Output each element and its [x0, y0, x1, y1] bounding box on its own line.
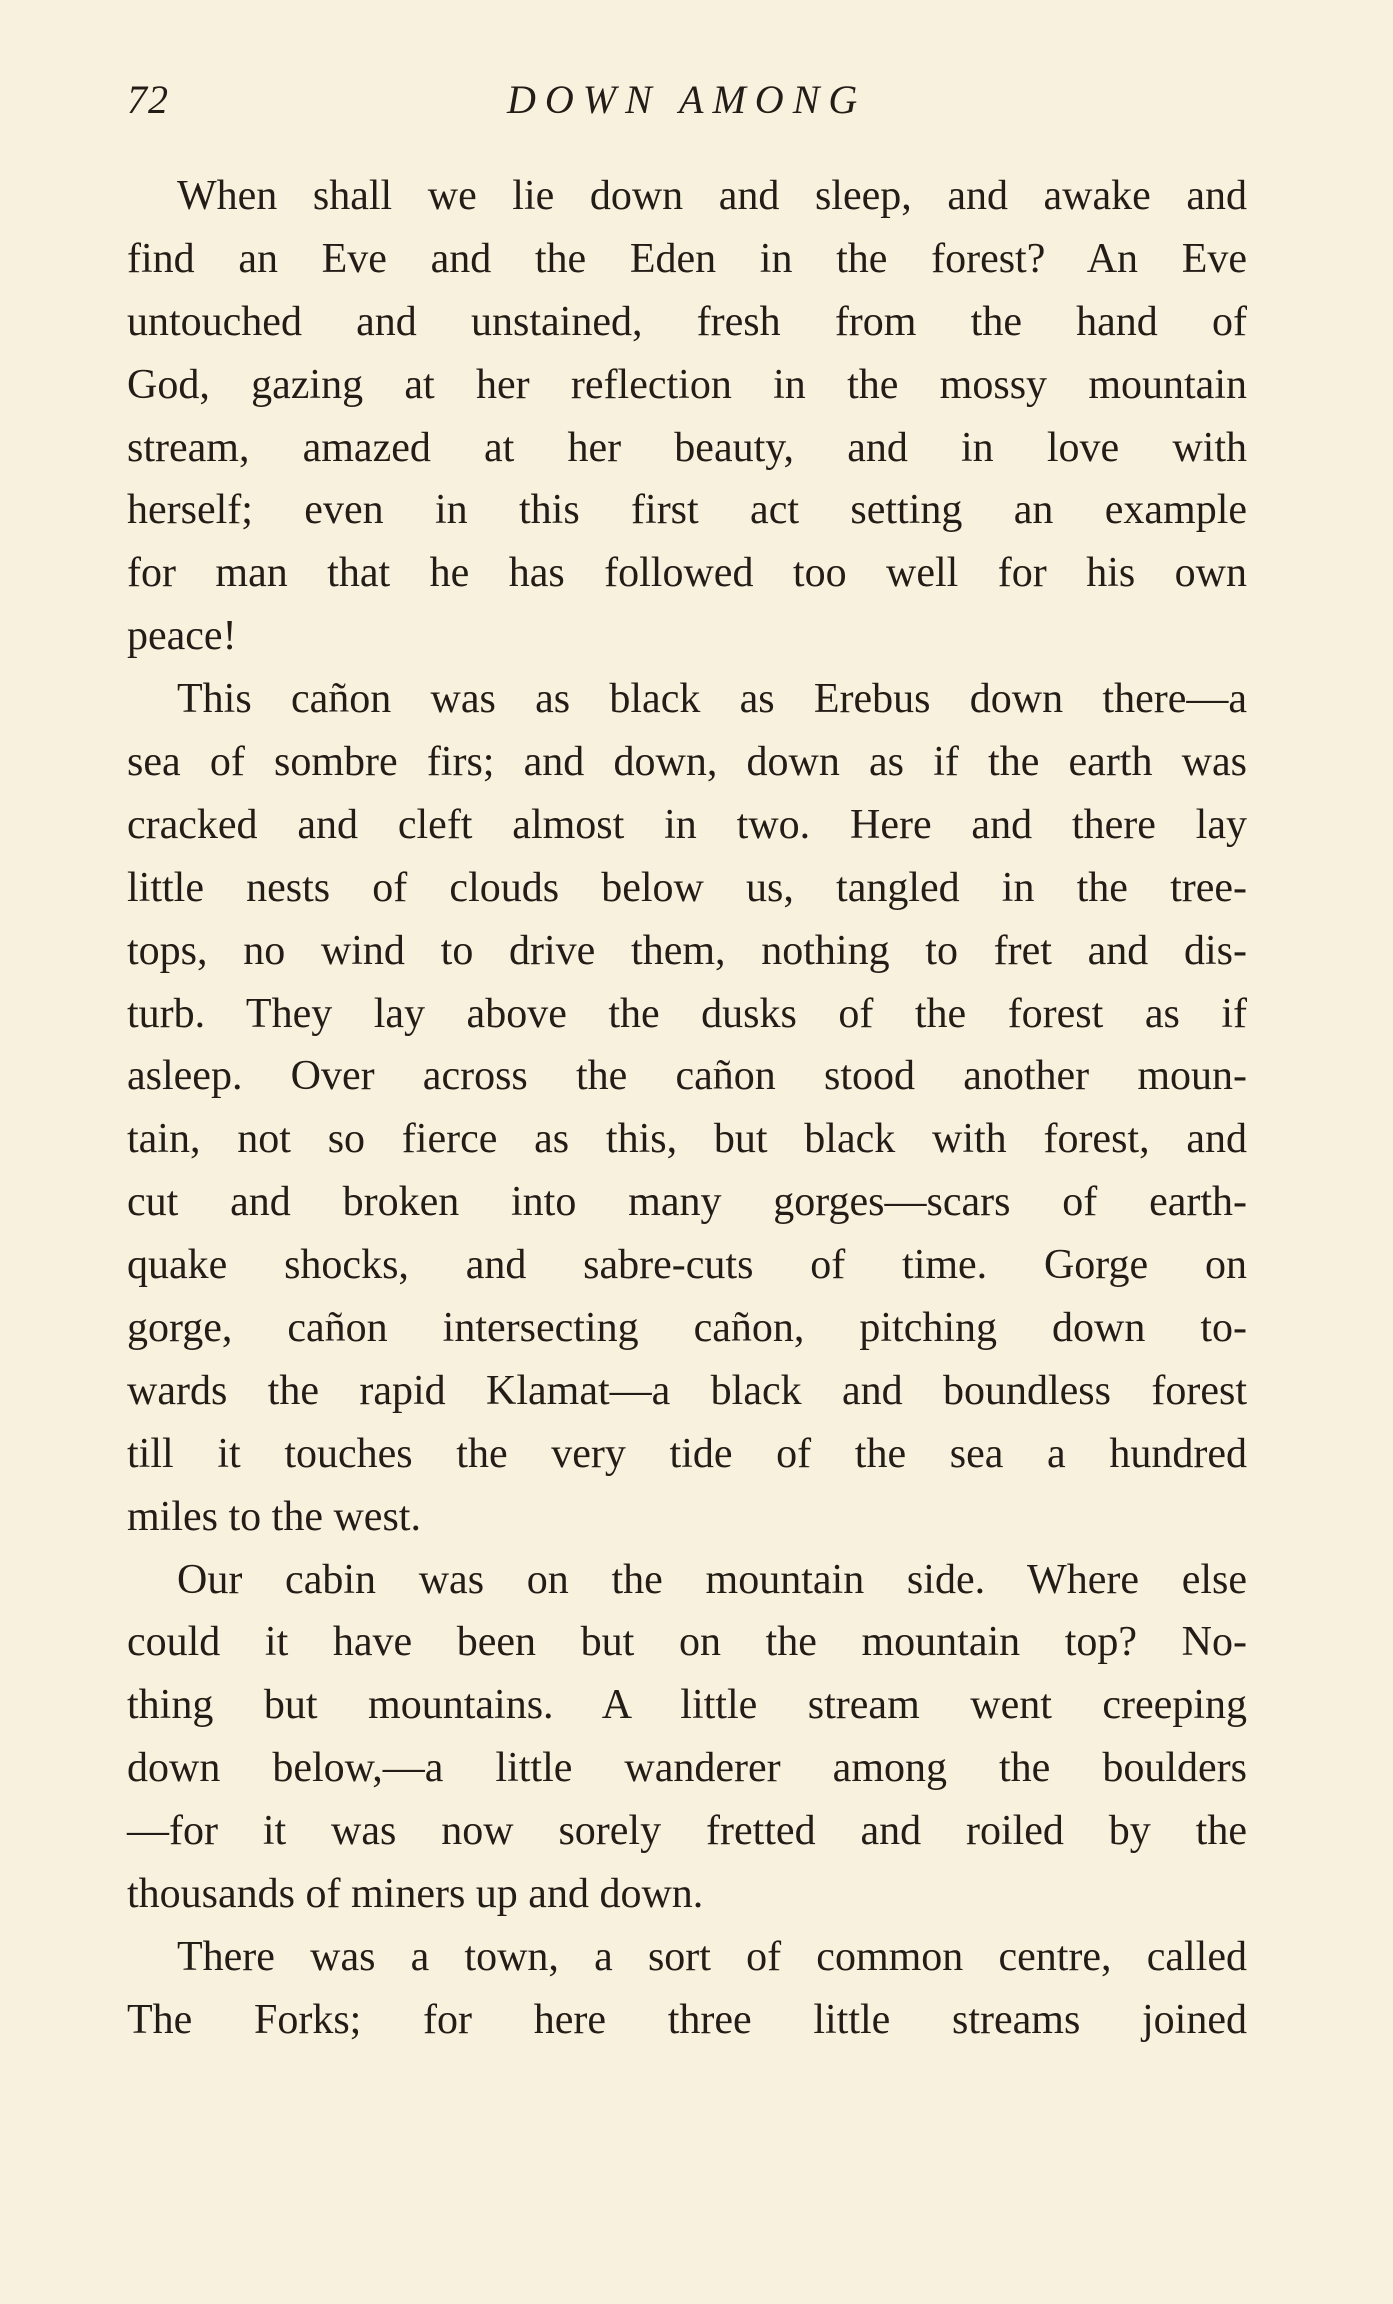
text-line: tops, no wind to drive them, nothing to fret and dis- [127, 927, 1247, 974]
text-line: When shall we lie down and sleep, and awake and [177, 173, 1247, 219]
text-line: miles to the west. [127, 1493, 421, 1540]
text-line: This cañon was as black as Erebus down there—a [177, 676, 1247, 723]
text-line: peace! [127, 613, 237, 660]
text-line: find an Eve and the Eden in the forest? An Eve [127, 235, 1247, 282]
running-title: DOWN AMONG [507, 77, 867, 122]
text-line: for man that he has followed too well for his own [127, 550, 1247, 597]
text-line: untouched and unstained, fresh from the hand of [127, 298, 1247, 345]
text-line: Our cabin was on the mountain side. Where else [177, 1556, 1247, 1603]
text-line: quake shocks, and sabre-cuts of time. Gorge on [127, 1242, 1247, 1289]
text-line: turb. They lay above the dusks of the forest as if [127, 990, 1247, 1037]
text-line: —for it was now sorely fretted and roiled by the [127, 1808, 1247, 1855]
text-line: cracked and cleft almost in two. Here and there lay [127, 801, 1247, 848]
text-line: gorge, cañon intersecting cañon, pitching down to- [127, 1305, 1247, 1352]
body-text [127, 165, 1247, 2052]
running-head [127, 70, 1247, 130]
text-line: down below,—a little wanderer among the boulders [127, 1745, 1247, 1792]
text-line: tain, not so fierce as this, but black with forest, and [127, 1116, 1247, 1163]
text-line: thing but mountains. A little stream went creeping [127, 1682, 1247, 1729]
text-line: God, gazing at her reflection in the mossy mountain [127, 361, 1247, 408]
text-line: asleep. Over across the cañon stood another moun- [127, 1053, 1247, 1100]
text-line: wards the rapid Klamat—a black and boundless forest [127, 1367, 1247, 1414]
text-line: cut and broken into many gorges—scars of earth- [127, 1179, 1247, 1226]
page-number: 72 [127, 77, 169, 122]
text-line: stream, amazed at her beauty, and in love with [127, 424, 1247, 471]
text-line: There was a town, a sort of common centre, called [177, 1933, 1247, 1980]
text-line: till it touches the very tide of the sea a hundred [127, 1430, 1247, 1477]
text-line: herself; even in this first act setting an example [127, 487, 1247, 534]
text-line: sea of sombre firs; and down, down as if the earth was [127, 739, 1247, 786]
text-line: little nests of clouds below us, tangled in the tree- [127, 864, 1247, 911]
text-line: The Forks; for here three little streams joined [127, 1996, 1247, 2043]
text-line: thousands of miners up and down. [127, 1871, 704, 1918]
text-line: could it have been but on the mountain top? No- [127, 1619, 1247, 1666]
